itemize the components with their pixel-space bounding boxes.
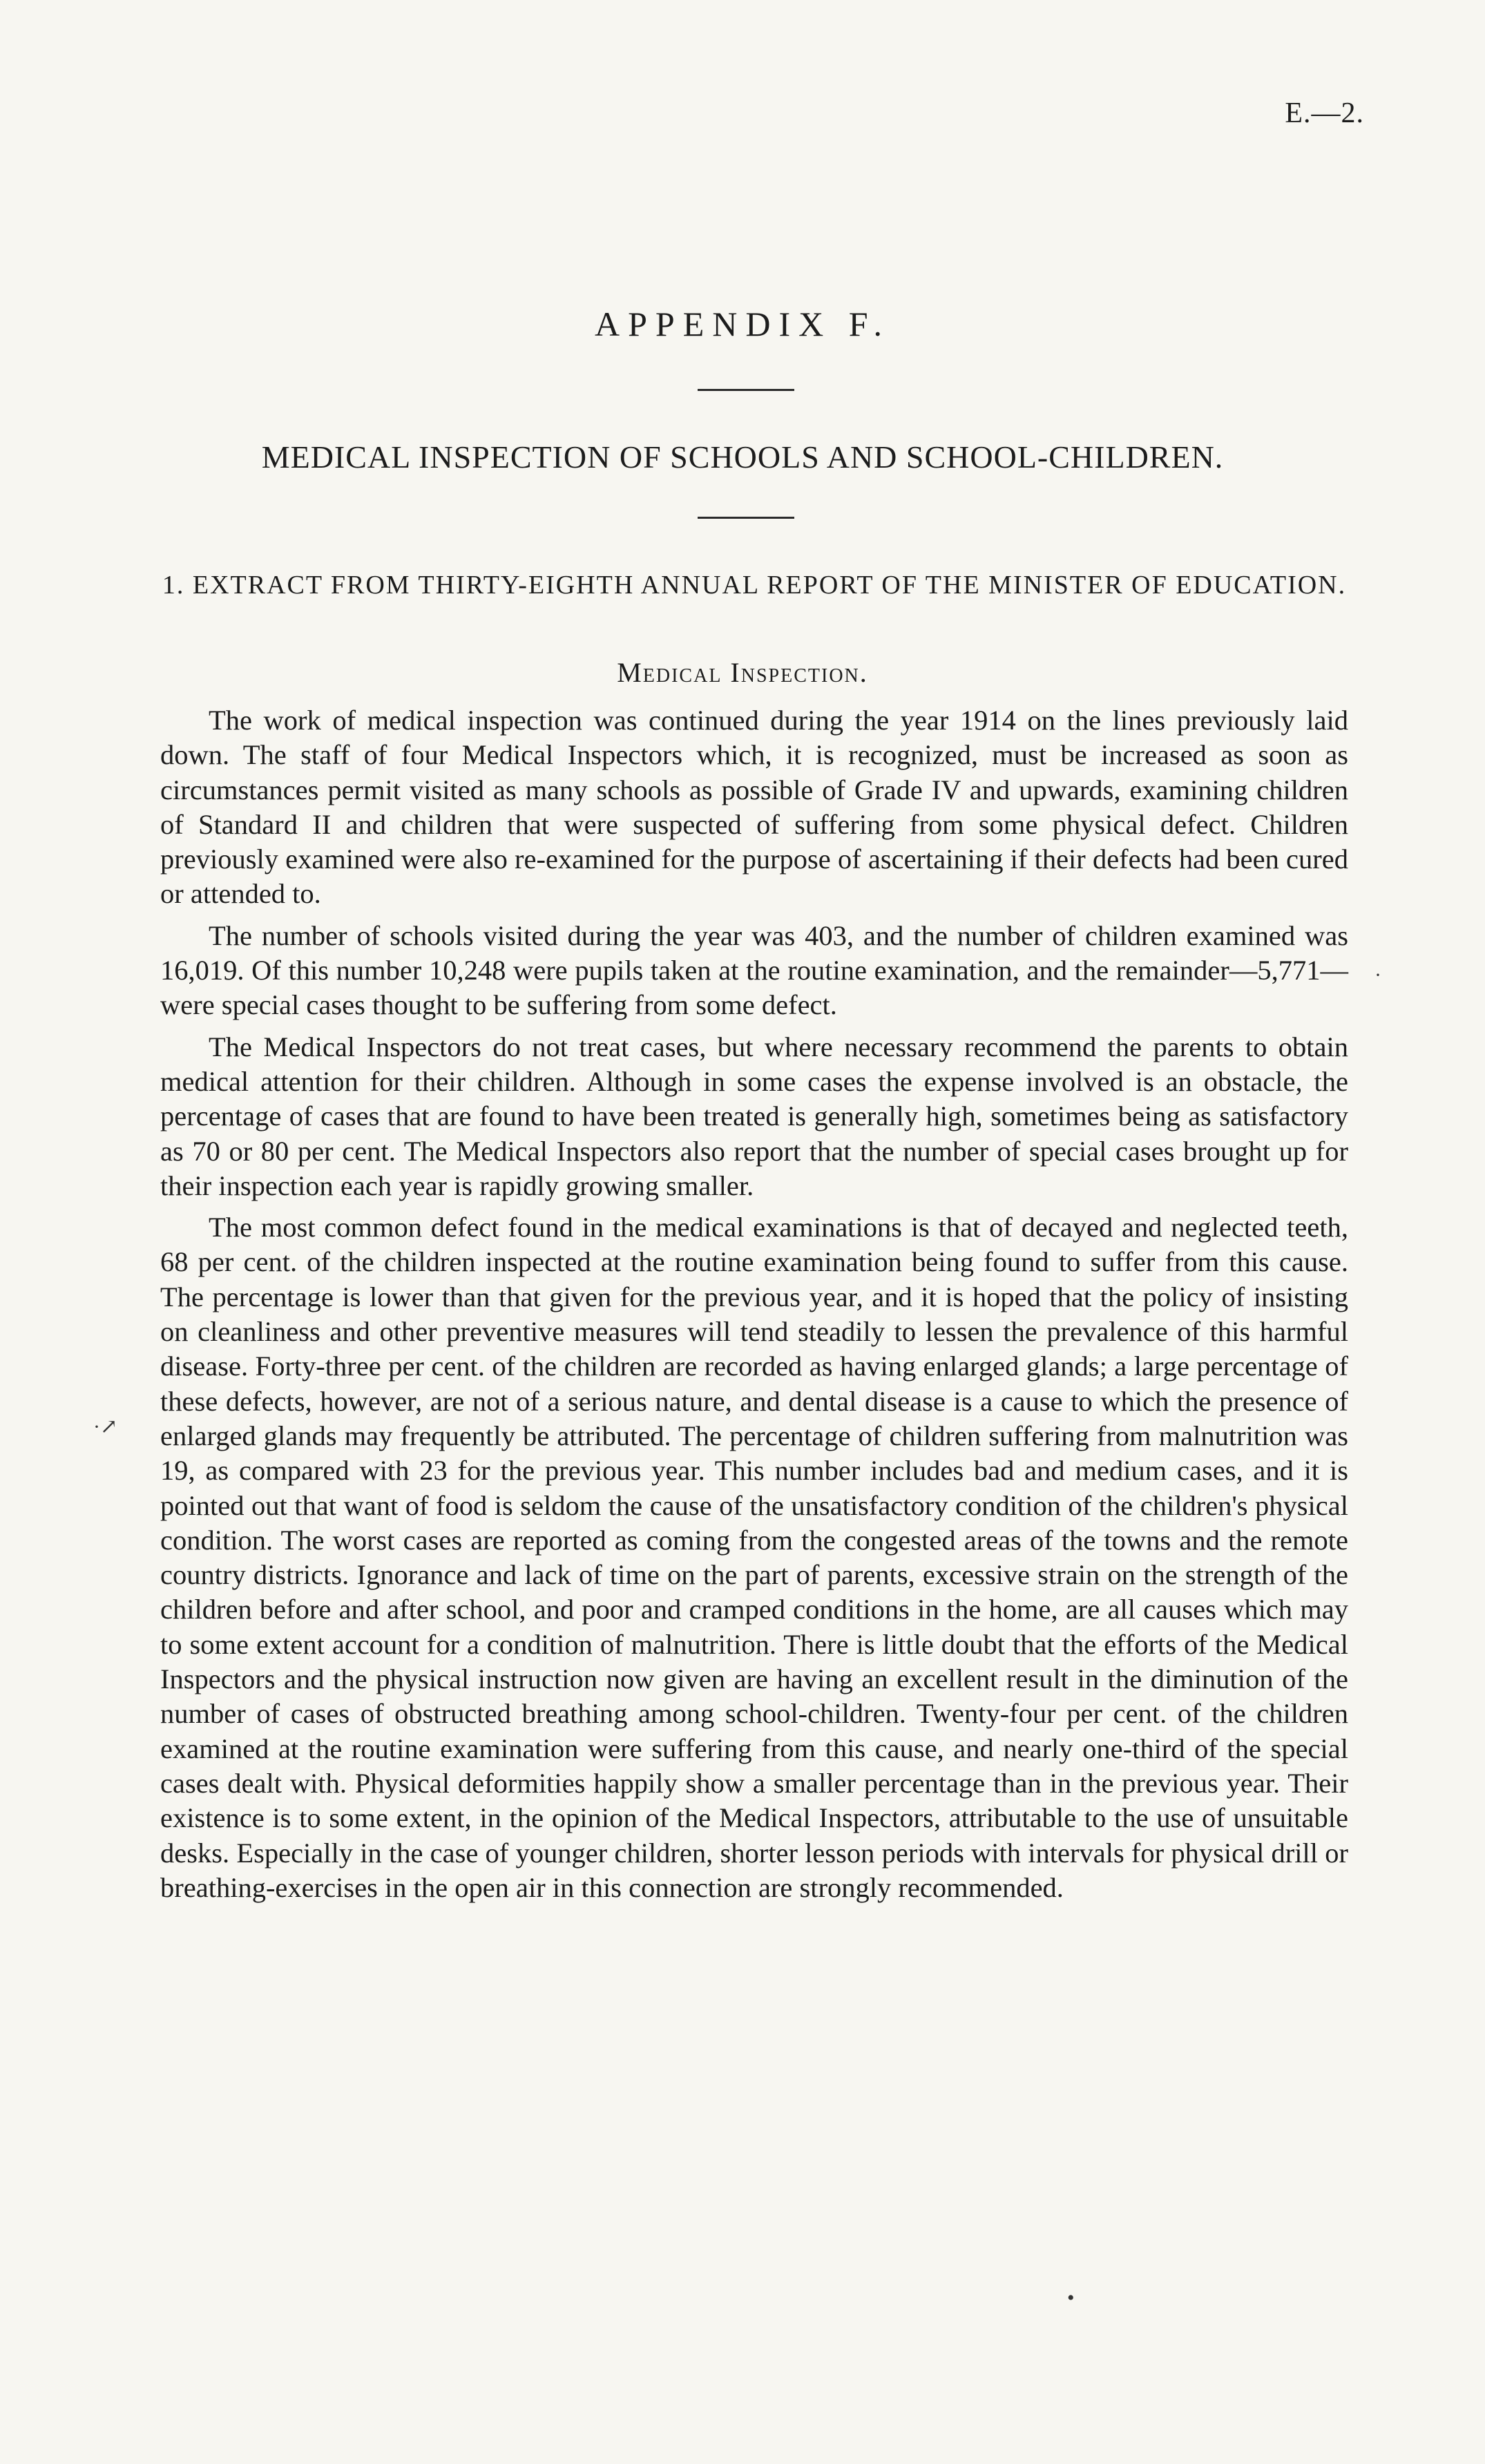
divider-rule	[698, 389, 794, 391]
section-heading: 1. EXTRACT FROM THIRTY-EIGHTH ANNUAL REPORT OF THE MINISTER OF EDUCATION.	[162, 571, 1347, 600]
appendix-title: APPENDIX F.	[594, 305, 891, 343]
paragraph: The number of schools visited during the year was 403, and the number of children examined was 16,019. Of this number 10,248 were pupils taken at the routine examination, and the remainder—5,771—were special cases thought to be suffering from some defect.	[160, 919, 1348, 1021]
paragraph: The Medical Inspectors do not treat cases, but where necessary recommend the parents to obtain medical attention for their children. Although in some cases the expense involved is an obstacle, the percentage of cases that are found to have been treated is generally high, sometimes being as satisfactory as 70 or 80 per cent. The Medical Inspectors also report that the number of special cases brought up for their inspection each year is rapidly growing smaller.	[160, 1031, 1348, 1201]
body-text	[160, 703, 1348, 1912]
paragraph: The work of medical inspection was continued during the year 1914 on the lines previously laid down. The staff of four Medical Inspectors which, it is recognized, must be increased as soon as circumstances permit visited as many schools as possible of Grade IV and upwards, examining children of Standard II and children that were suspected of suffering from some physical defect. Children previously examined were also re-examined for the purpose of ascertaining if their defects had been cured or attended to.	[160, 705, 1348, 910]
margin-dot-mark: ·	[1374, 964, 1381, 986]
paragraph: The most common defect found in the medical examinations is that of decayed and neglected teeth, 68 per cent. of the children inspected at the routine examination being found to suffer from this cause. The percentage is lower than that given for the previous year, and it is hoped that the policy of insisting on cleanliness and other preventive measures will tend steadily to lessen the prevalence of this harmful disease. Forty-three per cent. of the children are recorded as having enlarged glands; a large percentage of these defects, however, are not of a serious nature, and dental disease is a cause to which the presence of enlarged glands may frequently be attributed. The percentage of children suffering from malnutrition was 19, as compared with 23 for the previous year. This number includes bad and medium cases, and it is pointed out that want of food is seldom the cause of the unsatisfactory condition of the children's physical condition. The worst cases are reported as coming from the congested areas of the towns and the remote country districts. Ignorance and lack of time on the part of parents, excessive strain on the strength of the children before and after school, and poor and cramped conditions in the home, are all causes which may to some extent account for a condition of malnutrition. There is little doubt that the efforts of the Medical Inspectors and the physical instruction now given are having an excellent result in the diminution of the number of cases of obstructed breathing among school-children. Twenty-four per cent. of the children examined at the routine examination were suffering from this cause, and nearly one-third of the special cases dealt with. Physical deformities happily show a smaller percentage than in the previous year. Their existence is to some extent, in the opinion of the Medical Inspectors, attributable to the use of unsuitable desks. Especially in the case of younger children, shorter lesson periods with intervals for physical drill or breathing-exercises in the open air in this connection are strongly recommended.	[160, 1212, 1348, 1903]
margin-arrow-mark: ·↗	[93, 1415, 118, 1438]
page-number: E.—2.	[1285, 97, 1364, 129]
margin-bullet-mark: •	[1067, 2286, 1075, 2309]
main-title: MEDICAL INSPECTION OF SCHOOLS AND SCHOOL-CHILDREN.	[261, 439, 1224, 475]
divider-rule	[698, 517, 794, 519]
subheading: Medical Inspection.	[617, 657, 868, 688]
